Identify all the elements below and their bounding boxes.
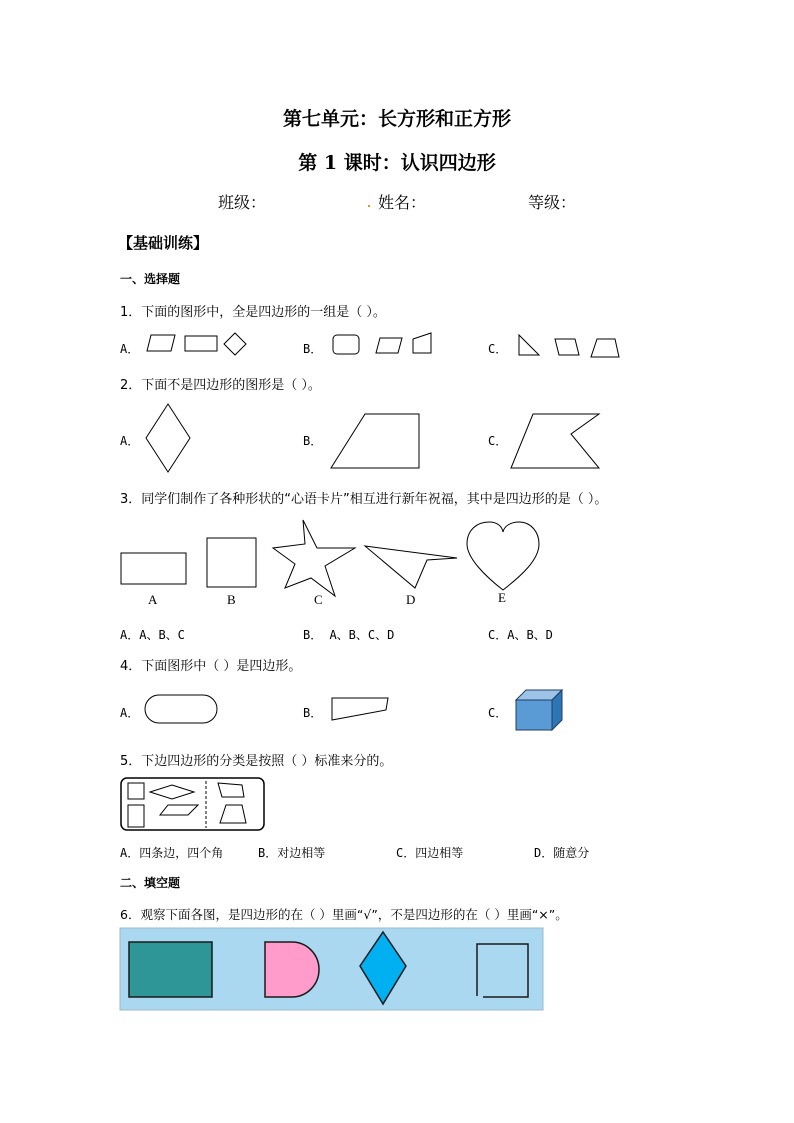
q5-option-d[interactable]: D．随意分 — [534, 846, 590, 860]
q3-card-c — [273, 520, 355, 596]
q2-figure-c-arrow — [505, 410, 605, 475]
q3-fig-label-a: A — [148, 592, 158, 607]
q1-figures-b — [330, 331, 440, 359]
q3-card-d — [365, 546, 457, 588]
q5-option-a[interactable]: A．四条边，四个角 — [120, 846, 224, 860]
q2-option-b[interactable]: B． — [303, 434, 323, 448]
part1-heading: 一、选择题 — [120, 272, 181, 286]
section-heading: 【基础训练】 — [118, 234, 209, 252]
q6-text: 6．观察下面各图，是四边形的在（ ）里画“√”，不是四边形的在（ ）里画“×”。 — [120, 907, 568, 922]
q3-fig-label-d: D — [406, 592, 416, 607]
q1-figures-c — [515, 331, 625, 361]
q4-option-c[interactable]: C． — [488, 706, 508, 720]
q4-text: 4．下面图形中（ ）是四边形。 — [120, 659, 302, 674]
q4-figure-c-cube — [512, 688, 568, 734]
q4-option-a[interactable]: A． — [120, 706, 140, 720]
name-label: 姓名： — [378, 193, 427, 212]
q2-text: 2．下面不是四边形的图形是（ ）。 — [120, 378, 321, 393]
q6-d-shape — [265, 942, 319, 997]
q3-option-a[interactable]: A．A、B、C — [120, 628, 185, 642]
q1-figures-a — [145, 331, 255, 359]
q6-rectangle — [129, 942, 212, 997]
grade-label: 等级： — [528, 193, 577, 212]
class-label: 班级： — [218, 193, 267, 212]
q3-option-c[interactable]: C．A、B、D — [488, 628, 553, 642]
part2-heading: 二、填空题 — [120, 876, 181, 890]
q2-figure-a-diamond — [140, 400, 200, 480]
name-dot — [368, 205, 370, 207]
page-subtitle: 第 1 课时：认识四边形 — [298, 152, 496, 174]
q4-figure-a-stadium — [142, 692, 222, 728]
q3-card-b — [207, 538, 256, 587]
q2-figure-b-trapezoid — [325, 410, 425, 475]
q2-option-a[interactable]: A． — [120, 434, 140, 448]
q2-option-c[interactable]: C． — [488, 434, 508, 448]
q3-fig-label-b: B — [227, 592, 236, 607]
q3-figures — [115, 518, 545, 608]
q5-option-b[interactable]: B．对边相等 — [258, 846, 326, 860]
q3-text: 3．同学们制作了各种形状的“心语卡片”相互进行新年祝福，其中是四边形的是（ ）。 — [120, 492, 608, 507]
q5-option-c[interactable]: C．四边相等 — [396, 846, 464, 860]
q3-fig-label-e: E — [498, 590, 506, 605]
q3-fig-label-c: C — [314, 592, 323, 607]
q1-option-b[interactable]: B． — [303, 342, 323, 356]
q6-figures-panel — [120, 928, 544, 1011]
q3-option-b[interactable]: B． A、B、C、D — [303, 628, 395, 642]
q1-option-a[interactable]: A． — [120, 342, 140, 356]
q1-text: 1．下面的图形中，全是四边形的一组是（ ）。 — [120, 305, 386, 320]
q4-option-b[interactable]: B． — [303, 706, 323, 720]
page-title: 第七单元：长方形和正方形 — [282, 108, 511, 130]
q3-card-a — [121, 553, 186, 584]
q4-figure-b-quad — [328, 694, 394, 726]
q1-option-c[interactable]: C． — [488, 342, 508, 356]
q5-classification-figure — [118, 775, 268, 833]
q3-card-e — [467, 522, 539, 590]
q5-text: 5．下边四边形的分类是按照（ ）标准来分的。 — [120, 754, 393, 769]
